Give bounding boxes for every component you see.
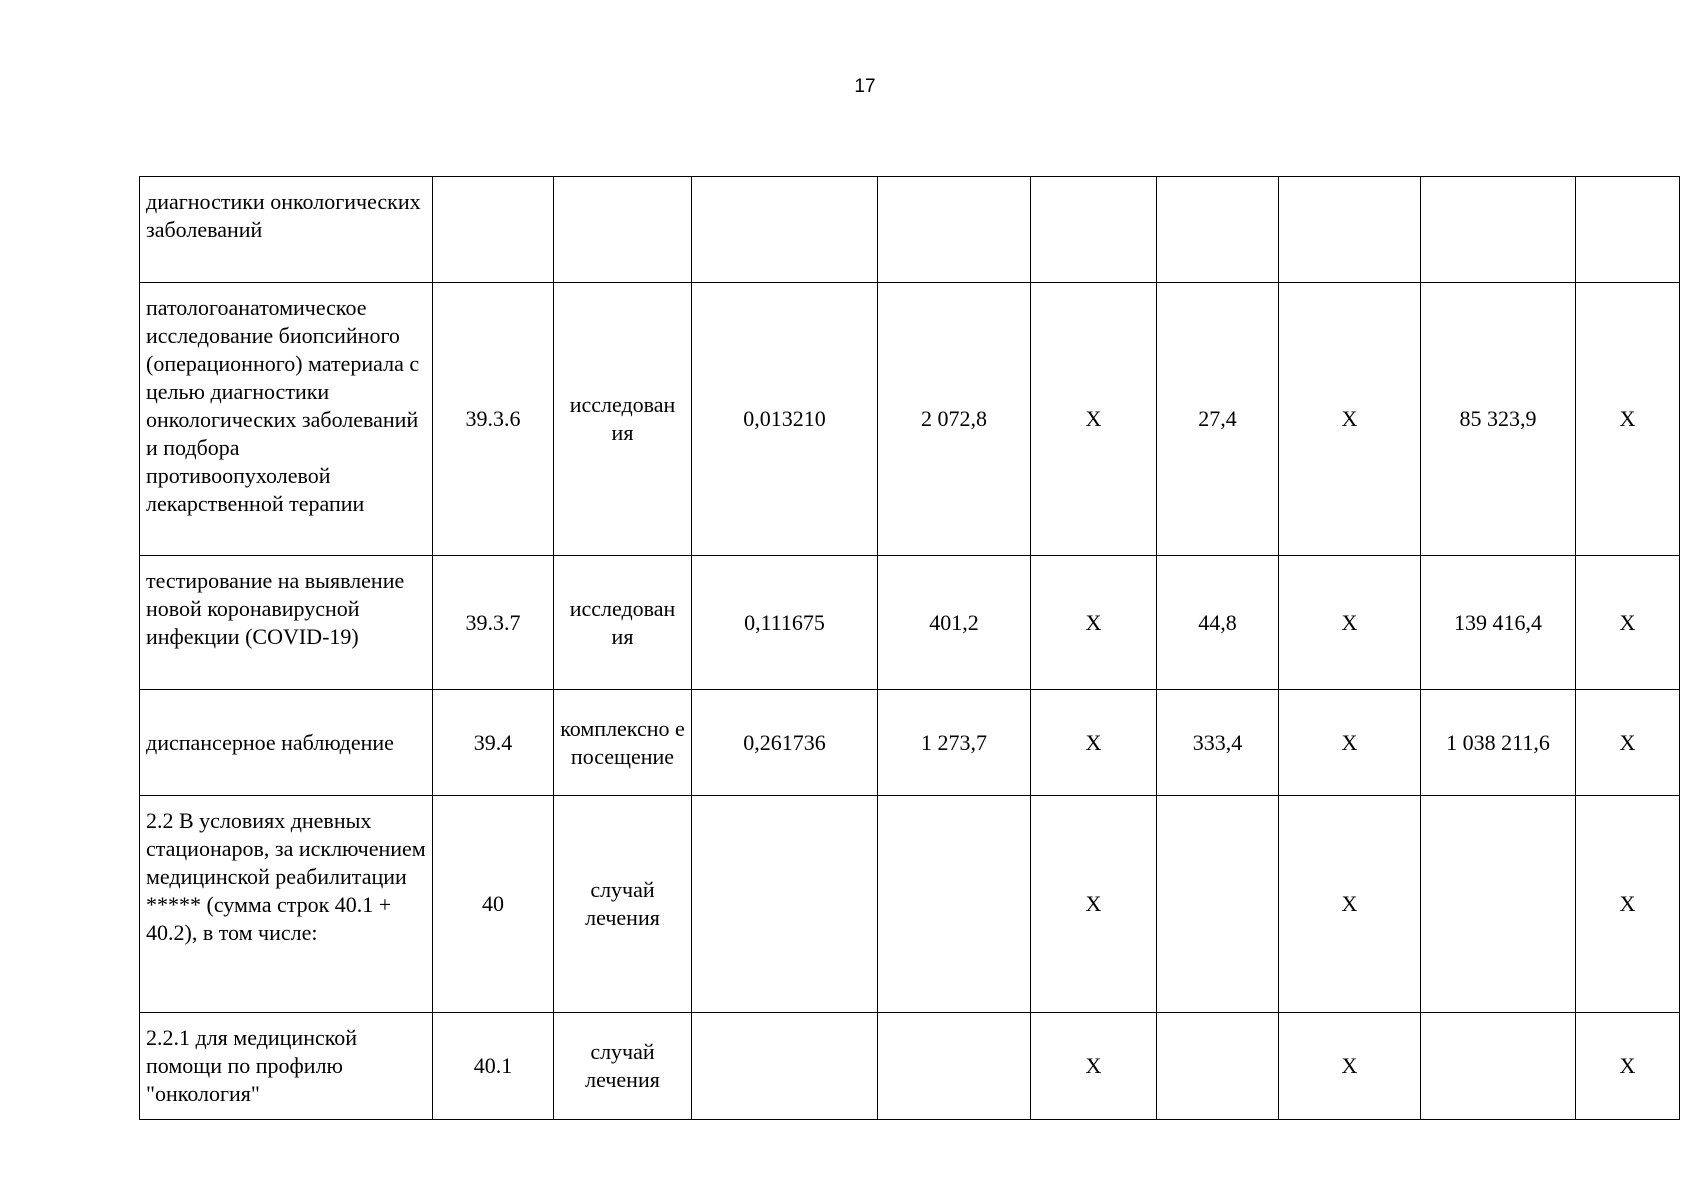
row-value-cell: 44,8 — [1157, 556, 1279, 690]
table-row — [140, 796, 1680, 1013]
row-value-cell: Х — [1279, 796, 1421, 1013]
row-unit-cell: случай лечения — [554, 1013, 692, 1120]
table-row — [140, 556, 1680, 690]
row-value-cell — [1421, 796, 1576, 1013]
row-value-cell: 0,261736 — [692, 690, 878, 796]
row-value-cell: 139 416,4 — [1421, 556, 1576, 690]
table-row — [140, 177, 1680, 283]
data-table — [139, 176, 1680, 1120]
row-unit-cell: исследован ия — [554, 283, 692, 556]
row-value-cell — [692, 177, 878, 283]
row-value-cell: Х — [1031, 556, 1157, 690]
row-value-cell: 0,013210 — [692, 283, 878, 556]
row-value-cell: Х — [1576, 1013, 1680, 1120]
row-value-cell: 85 323,9 — [1421, 283, 1576, 556]
row-name-cell: диагностики онкологических заболеваний — [140, 177, 433, 283]
row-name-cell: 2.2.1 для медицинской помощи по профилю "онкология" — [140, 1013, 433, 1120]
table-row — [140, 690, 1680, 796]
table-row — [140, 283, 1680, 556]
row-value-cell: 27,4 — [1157, 283, 1279, 556]
row-value-cell: 2 072,8 — [878, 283, 1031, 556]
row-value-cell — [878, 177, 1031, 283]
row-code-cell — [433, 177, 554, 283]
row-value-cell — [878, 1013, 1031, 1120]
row-value-cell: 1 038 211,6 — [1421, 690, 1576, 796]
row-value-cell — [1279, 177, 1421, 283]
row-value-cell: Х — [1031, 283, 1157, 556]
row-value-cell — [1576, 177, 1680, 283]
row-value-cell — [878, 796, 1031, 1013]
row-value-cell: Х — [1031, 1013, 1157, 1120]
table-row — [140, 1013, 1680, 1120]
row-value-cell — [1157, 1013, 1279, 1120]
row-value-cell: Х — [1031, 690, 1157, 796]
row-value-cell: 333,4 — [1157, 690, 1279, 796]
row-code-cell: 39.3.7 — [433, 556, 554, 690]
row-unit-cell: исследован ия — [554, 556, 692, 690]
row-name-cell: тестирование на выявление новой коронавирусной инфекции (COVID-19) — [140, 556, 433, 690]
row-unit-cell: комплексно е посещение — [554, 690, 692, 796]
row-value-cell — [1157, 796, 1279, 1013]
row-value-cell: 1 273,7 — [878, 690, 1031, 796]
row-value-cell: Х — [1576, 796, 1680, 1013]
row-code-cell: 39.4 — [433, 690, 554, 796]
row-value-cell: Х — [1576, 283, 1680, 556]
row-value-cell — [1421, 177, 1576, 283]
row-value-cell — [692, 796, 878, 1013]
row-code-cell: 40.1 — [433, 1013, 554, 1120]
page-number: 17 — [854, 76, 876, 97]
row-value-cell — [1421, 1013, 1576, 1120]
row-name-cell: диспансерное наблюдение — [140, 690, 433, 796]
row-value-cell: 0,111675 — [692, 556, 878, 690]
row-value-cell: Х — [1279, 556, 1421, 690]
row-value-cell: Х — [1279, 283, 1421, 556]
row-value-cell: Х — [1576, 556, 1680, 690]
row-code-cell: 39.3.6 — [433, 283, 554, 556]
row-value-cell: Х — [1031, 796, 1157, 1013]
row-name-cell: 2.2 В условиях дневных стационаров, за исключением медицинской реабилитации ***** (сумма строк 40.1 + 40.2), в том числе: — [140, 796, 433, 1013]
row-unit-cell: случай лечения — [554, 796, 692, 1013]
row-value-cell: Х — [1279, 690, 1421, 796]
row-name-cell: патологоанатомическое исследование биопсийного (операционного) материала с целью диагностики онкологических заболеваний и подбора противоопухолевой лекарственной терапии — [140, 283, 433, 556]
row-value-cell — [1031, 177, 1157, 283]
row-value-cell: 401,2 — [878, 556, 1031, 690]
row-unit-cell — [554, 177, 692, 283]
row-code-cell: 40 — [433, 796, 554, 1013]
row-value-cell: Х — [1279, 1013, 1421, 1120]
row-value-cell: Х — [1576, 690, 1680, 796]
row-value-cell — [1157, 177, 1279, 283]
row-value-cell — [692, 1013, 878, 1120]
